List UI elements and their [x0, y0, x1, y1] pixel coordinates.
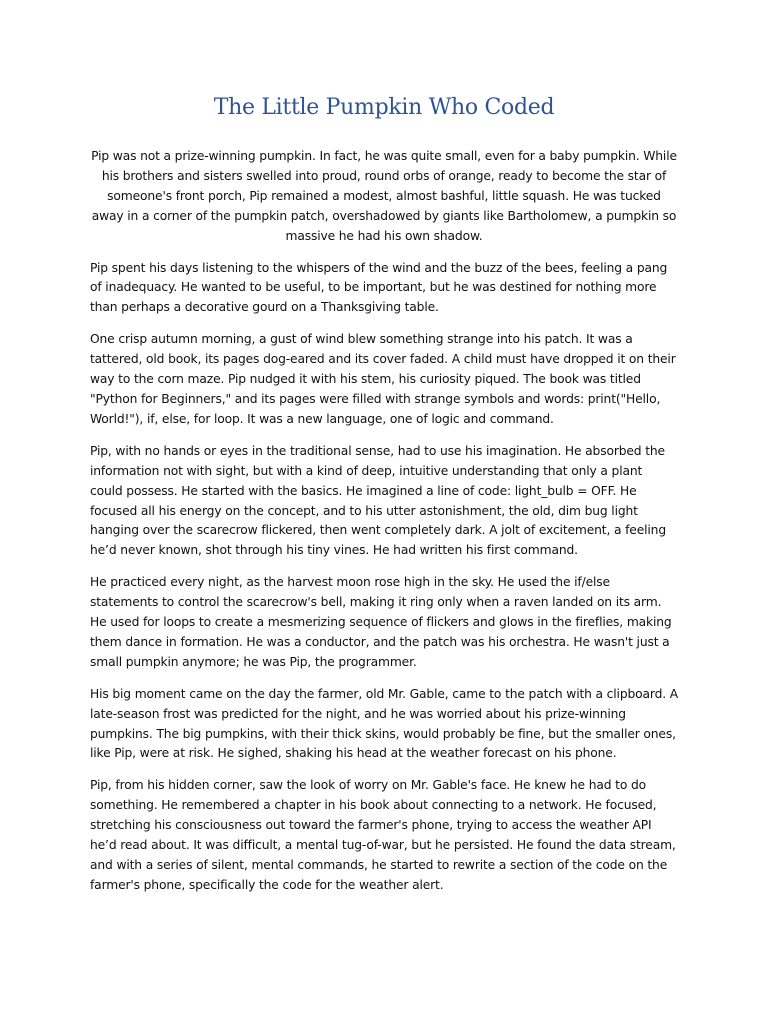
- document-body: [90, 147, 678, 908]
- paragraph: Pip spent his days listening to the whispers of the wind and the buzz of the bees, feeling a pang of inadequacy. He wanted to be useful, to be important, but he was destined for nothing more than perhaps a decorative gourd on a Thanksgiving table.: [90, 260, 668, 315]
- paragraph-intro: Pip was not a prize-winning pumpkin. In fact, he was quite small, even for a baby pumpkin. While his brothers and sisters swelled into proud, round orbs of orange, ready to become the star of someone's front porch, Pip remained a modest, almost bashful, little squash. He was tucked away in a corner of the pumpkin patch, overshadowed by giants like Bartholomew, a pumpkin so massive he had his own shadow.: [91, 149, 677, 243]
- document-title: The Little Pumpkin Who Coded: [213, 95, 555, 120]
- paragraph: He practiced every night, as the harvest moon rose high in the sky. He used the if/else statements to control the scarecrow's bell, making it ring only when a raven landed on its arm. He used for loops to create a mesmerizing sequence of flickers and glows in the fireflies, making them dance in formation. He was a conductor, and the patch was his orchestra. He wasn't just a small pumpkin anymore; he was Pip, the programmer.: [90, 575, 672, 669]
- paragraph: His big moment came on the day the farmer, old Mr. Gable, came to the patch with a clipboard. A late-season frost was predicted for the night, and he was worried about his prize-winning pumpkins. The big pumpkins, with their thick skins, would probably be fine, but the smaller ones, like Pip, were at risk. He sighed, shaking his head at the weather forecast on his phone.: [90, 686, 679, 761]
- paragraph: One crisp autumn morning, a gust of wind blew something strange into his patch. It was a tattered, old book, its pages dog-eared and its cover faded. A child must have dropped it on their way to the corn maze. Pip nudged it with his stem, his curiosity piqued. The book was titled "Python for Beginners," and its pages were filled with strange symbols and words: print("Hello, World!"), if, else, for loop. It was a new language, one of logic and command.: [90, 332, 676, 426]
- paragraph: Pip, with no hands or eyes in the traditional sense, had to use his imagination. He absorbed the information not with sight, but with a kind of deep, intuitive understanding that only a plant could possess. He started with the basics. He imagined a line of code: light_bulb = OFF. He focused all his energy on the concept, and to his utter astonishment, the old, dim bug light hanging over the scarecrow flickered, then went completely dark. A jolt of excitement, a feeling he’d never known, shot through his tiny vines. He had written his first command.: [90, 443, 666, 558]
- paragraph: Pip, from his hidden corner, saw the look of worry on Mr. Gable's face. He knew he had to do something. He remembered a chapter in his book about connecting to a network. He focused, stretching his consciousness out toward the farmer's phone, trying to access the weather API he’d read about. It was difficult, a mental tug-of-war, but he persisted. He found the data stream, and with a series of silent, mental commands, he started to rewrite a section of the code on the farmer's phone, specifically the code for the weather alert.: [90, 778, 676, 892]
